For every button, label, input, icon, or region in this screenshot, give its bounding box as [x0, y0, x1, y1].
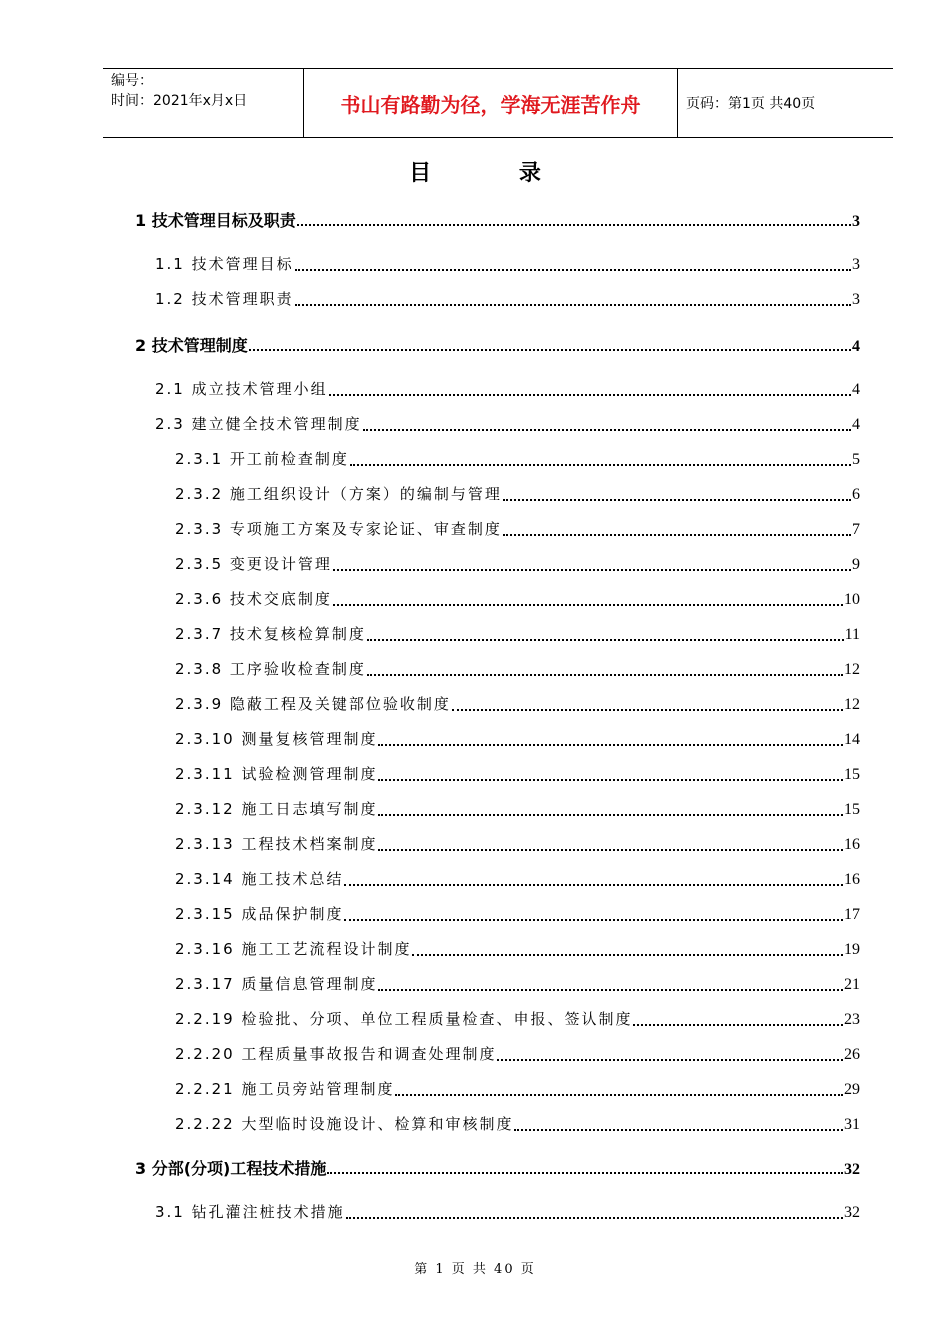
- toc-dot-leader: [249, 349, 851, 351]
- toc-entry[interactable]: [175, 518, 860, 542]
- toc-entry-page: 14: [844, 731, 860, 748]
- header-page-info: 页码：第1页 共40页: [686, 96, 816, 112]
- toc-dot-leader: [378, 744, 843, 746]
- toc-entry[interactable]: [175, 1078, 860, 1102]
- toc-entry[interactable]: [175, 868, 860, 892]
- toc-entry-page: 16: [844, 871, 860, 888]
- toc-entry[interactable]: [175, 588, 860, 612]
- toc-entry[interactable]: [175, 553, 860, 577]
- toc-entry[interactable]: [155, 1201, 860, 1225]
- toc-entry-page: 32: [844, 1161, 860, 1178]
- toc-entry-label: 2.3.16 施工工艺流程设计制度: [175, 940, 412, 958]
- toc-entry-label: 2.3 建立健全技术管理制度: [155, 415, 362, 433]
- toc-entry-page: 3: [852, 291, 860, 308]
- toc-entry-label: 2.3.12 施工日志填写制度: [175, 800, 378, 818]
- toc-entry-label: 2.2.19 检验批、分项、单位工程质量检查、申报、签认制度: [175, 1010, 633, 1028]
- toc-entry-label: 2.3.8 工序验收检查制度: [175, 660, 366, 678]
- toc-entry-label: 2.3.5 变更设计管理: [175, 555, 332, 573]
- toc-entry-label: 2.2.22 大型临时设施设计、检算和审核制度: [175, 1115, 514, 1133]
- page-footer: 第 1 页 共 40 页: [414, 1262, 536, 1277]
- toc-entry-label: 2.2.21 施工员旁站管理制度: [175, 1080, 395, 1098]
- toc-entry-label: 3.1 钻孔灌注桩技术措施: [155, 1203, 345, 1221]
- toc-dot-leader: [350, 464, 851, 466]
- toc-entry[interactable]: [155, 378, 860, 402]
- toc-entry-page: 32: [844, 1204, 860, 1221]
- toc-entry-page: 4: [852, 381, 860, 398]
- toc-entry-page: 4: [852, 338, 860, 355]
- toc-dot-leader: [378, 849, 843, 851]
- toc-entry-page: 16: [844, 836, 860, 853]
- toc-dot-leader: [333, 569, 851, 571]
- toc-entry[interactable]: [135, 333, 860, 357]
- toc-entry-label: 1 技术管理目标及职责: [135, 211, 296, 230]
- toc-entry[interactable]: [175, 658, 860, 682]
- toc-dot-leader: [327, 1172, 843, 1174]
- toc-dot-leader: [378, 989, 843, 991]
- toc-title: 目 录: [409, 161, 581, 186]
- toc-dot-leader: [395, 1094, 843, 1096]
- toc-entry-page: 26: [844, 1046, 860, 1063]
- toc-entry-page: 11: [844, 626, 860, 643]
- toc-entry-label: 2.3.2 施工组织设计（方案）的编制与管理: [175, 485, 502, 503]
- toc-entry-label: 2.3.11 试验检测管理制度: [175, 765, 378, 783]
- toc-dot-leader: [344, 884, 843, 886]
- toc-entry-label: 2.3.17 质量信息管理制度: [175, 975, 378, 993]
- toc-entry-label: 1.2 技术管理职责: [155, 290, 294, 308]
- toc-dot-leader: [633, 1024, 843, 1026]
- toc-dot-leader: [363, 429, 851, 431]
- toc-dot-leader: [378, 814, 843, 816]
- toc-dot-leader: [514, 1129, 843, 1131]
- toc-entry-label: 2.1 成立技术管理小组: [155, 380, 328, 398]
- toc-dot-leader: [295, 304, 851, 306]
- toc-entry-label: 2.3.6 技术交底制度: [175, 590, 332, 608]
- toc-dot-leader: [367, 674, 843, 676]
- toc-entry-label: 2.3.1 开工前检查制度: [175, 450, 349, 468]
- toc-entry-label: 2.3.3 专项施工方案及专家论证、审查制度: [175, 520, 502, 538]
- document-time-label: 时间：2021年x月x日: [111, 93, 248, 109]
- toc-entry-page: 10: [844, 591, 860, 608]
- toc-entry-label: 2.3.9 隐蔽工程及关键部位验收制度: [175, 695, 451, 713]
- toc-entry-label: 2.3.13 工程技术档案制度: [175, 835, 378, 853]
- toc-dot-leader: [333, 604, 843, 606]
- toc-dot-leader: [367, 639, 844, 641]
- toc-dot-leader: [346, 1217, 843, 1219]
- document-number-label: 编号：: [111, 73, 153, 89]
- toc-entry-label: 2.3.15 成品保护制度: [175, 905, 344, 923]
- toc-entry[interactable]: [135, 208, 860, 232]
- toc-entry-page: 17: [844, 906, 860, 923]
- toc-dot-leader: [329, 394, 851, 396]
- toc-entry[interactable]: [175, 973, 860, 997]
- toc-entry-page: 5: [852, 451, 860, 468]
- toc-entry-page: 19: [844, 941, 860, 958]
- toc-entry[interactable]: [175, 1113, 860, 1137]
- toc-dot-leader: [452, 709, 843, 711]
- toc-entry-label: 3 分部(分项)工程技术措施: [135, 1159, 327, 1178]
- toc-entry[interactable]: [155, 288, 860, 312]
- toc-entry[interactable]: [155, 413, 860, 437]
- toc-entry-page: 3: [852, 256, 860, 273]
- toc-entry[interactable]: [175, 728, 860, 752]
- toc-entry-page: 9: [852, 556, 860, 573]
- toc-entry-page: 15: [844, 766, 860, 783]
- toc-entry[interactable]: [175, 903, 860, 927]
- toc-entry-label: 2.3.7 技术复核检算制度: [175, 625, 366, 643]
- toc-entry-page: 7: [852, 521, 860, 538]
- toc-dot-leader: [344, 919, 843, 921]
- toc-entry-page: 15: [844, 801, 860, 818]
- toc-entry-label: 1.1 技术管理目标: [155, 255, 294, 273]
- toc-entry-page: 12: [844, 661, 860, 678]
- toc-entry[interactable]: [175, 448, 860, 472]
- toc-dot-leader: [503, 499, 851, 501]
- toc-entry-page: 12: [844, 696, 860, 713]
- toc-entry-page: 3: [852, 213, 860, 230]
- toc-entry[interactable]: [175, 798, 860, 822]
- toc-entry-label: 2.3.10 测量复核管理制度: [175, 730, 378, 748]
- toc-entry[interactable]: [175, 763, 860, 787]
- toc-entry[interactable]: [175, 483, 860, 507]
- toc-entry[interactable]: [175, 623, 860, 647]
- toc-entry[interactable]: [175, 938, 860, 962]
- toc-entry-page: 4: [852, 416, 860, 433]
- toc-dot-leader: [297, 224, 851, 226]
- toc-entry-page: 6: [852, 486, 860, 503]
- toc-entry-page: 23: [844, 1011, 860, 1028]
- toc-entry-label: 2.3.14 施工技术总结: [175, 870, 344, 888]
- toc-dot-leader: [412, 954, 843, 956]
- toc-entry-page: 21: [844, 976, 860, 993]
- toc-entry[interactable]: [155, 253, 860, 277]
- toc-entry-label: 2.2.20 工程质量事故报告和调查处理制度: [175, 1045, 497, 1063]
- toc-entry-page: 31: [844, 1116, 860, 1133]
- toc-entry[interactable]: [175, 693, 860, 717]
- toc-dot-leader: [378, 779, 843, 781]
- toc-entry[interactable]: [175, 1008, 860, 1032]
- toc-dot-leader: [295, 269, 851, 271]
- toc-entry-label: 2 技术管理制度: [135, 336, 248, 355]
- toc-entry[interactable]: [135, 1156, 860, 1180]
- toc-entry-page: 29: [844, 1081, 860, 1098]
- toc-dot-leader: [497, 1059, 843, 1061]
- toc-dot-leader: [503, 534, 851, 536]
- header-motto: 书山有路勤为径，学海无涯苦作舟: [304, 69, 678, 137]
- toc-entry[interactable]: [175, 1043, 860, 1067]
- toc-entry[interactable]: [175, 833, 860, 857]
